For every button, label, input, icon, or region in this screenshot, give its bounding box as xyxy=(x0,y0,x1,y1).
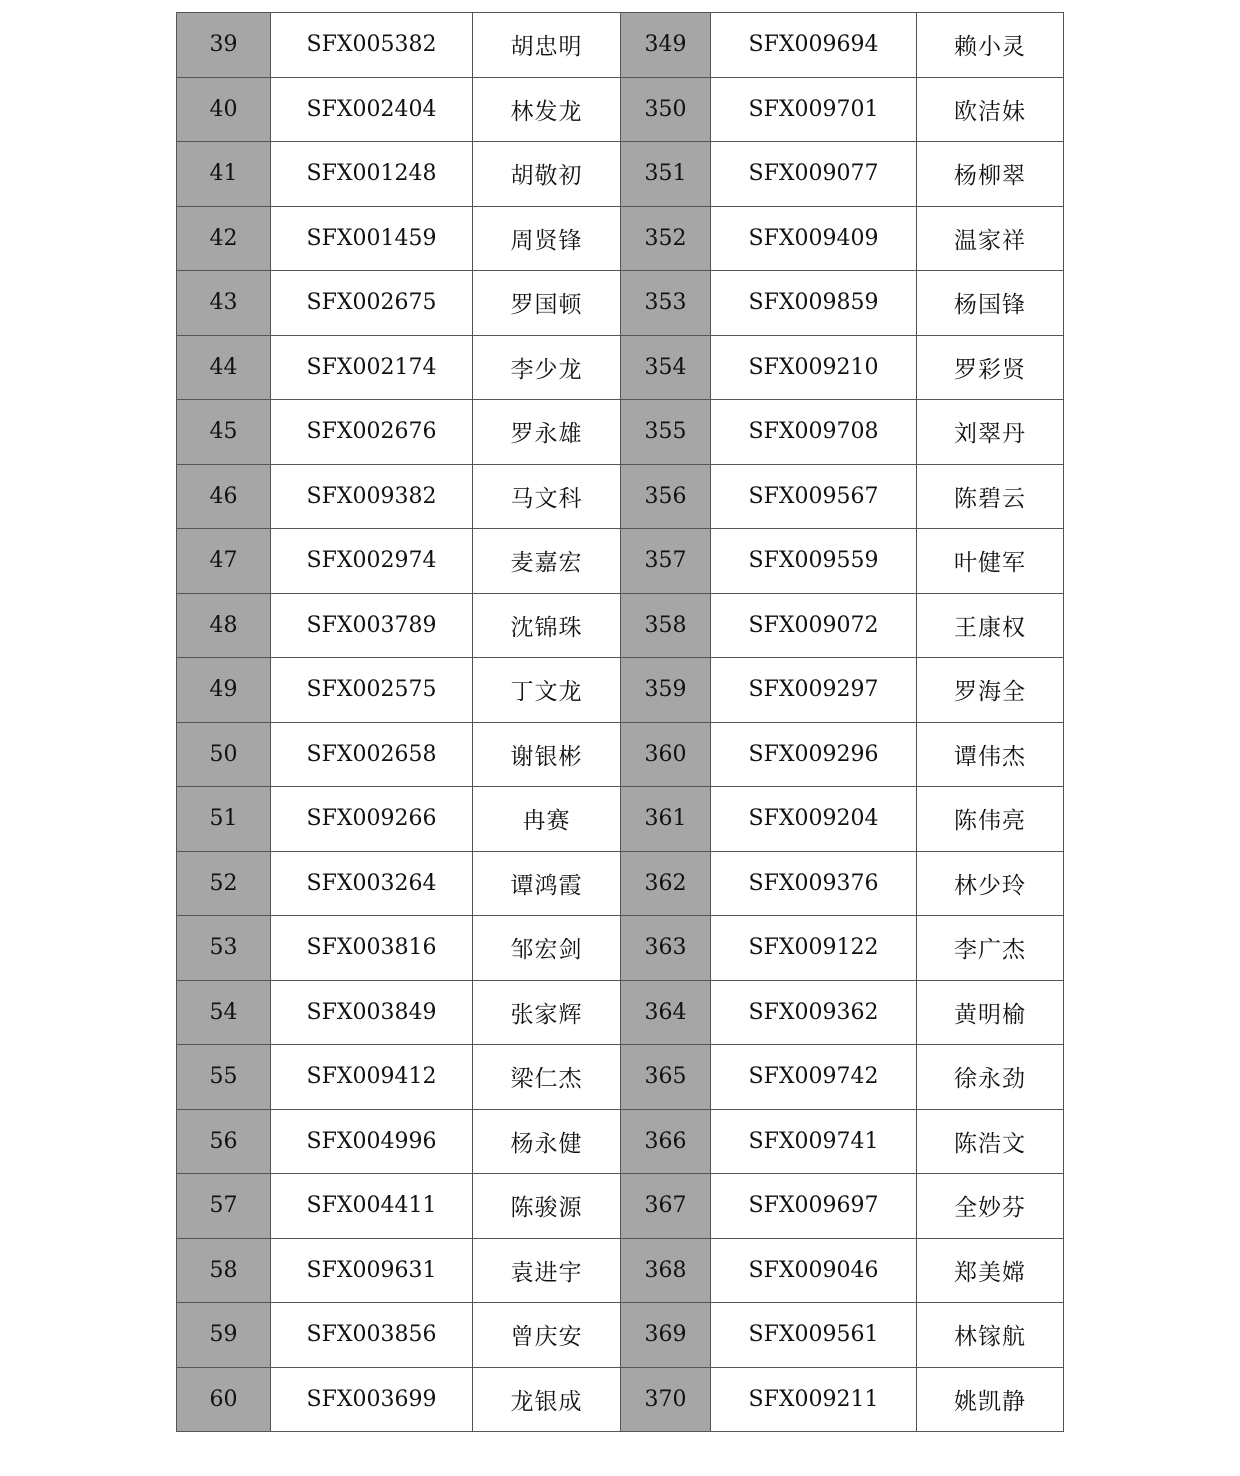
left-index-cell: 40 xyxy=(177,77,271,142)
left-code-cell: SFX009631 xyxy=(271,1238,473,1303)
table-row xyxy=(177,13,1064,78)
right-code-cell: SFX009741 xyxy=(711,1109,917,1174)
right-index-cell: 365 xyxy=(621,1045,711,1110)
right-code-cell: SFX009297 xyxy=(711,658,917,723)
right-index-cell: 367 xyxy=(621,1174,711,1239)
right-name-cell: 罗彩贤 xyxy=(917,335,1064,400)
table-row xyxy=(177,980,1064,1045)
left-index-cell: 43 xyxy=(177,271,271,336)
left-code-cell: SFX009412 xyxy=(271,1045,473,1110)
left-code-cell: SFX002575 xyxy=(271,658,473,723)
left-index-cell: 46 xyxy=(177,464,271,529)
right-name-cell: 陈碧云 xyxy=(917,464,1064,529)
table-row xyxy=(177,1045,1064,1110)
right-name-cell: 赖小灵 xyxy=(917,13,1064,78)
left-name-cell: 梁仁杰 xyxy=(473,1045,621,1110)
table-row xyxy=(177,464,1064,529)
right-index-cell: 369 xyxy=(621,1303,711,1368)
table-row xyxy=(177,529,1064,594)
right-index-cell: 361 xyxy=(621,787,711,852)
left-code-cell: SFX004996 xyxy=(271,1109,473,1174)
left-code-cell: SFX004411 xyxy=(271,1174,473,1239)
left-name-cell: 李少龙 xyxy=(473,335,621,400)
left-code-cell: SFX009266 xyxy=(271,787,473,852)
left-index-cell: 60 xyxy=(177,1367,271,1432)
left-code-cell: SFX001459 xyxy=(271,206,473,271)
left-name-cell: 丁文龙 xyxy=(473,658,621,723)
left-index-cell: 48 xyxy=(177,593,271,658)
table-row xyxy=(177,400,1064,465)
right-code-cell: SFX009697 xyxy=(711,1174,917,1239)
table-row xyxy=(177,1109,1064,1174)
right-code-cell: SFX009694 xyxy=(711,13,917,78)
left-index-cell: 52 xyxy=(177,851,271,916)
left-code-cell: SFX003816 xyxy=(271,916,473,981)
left-index-cell: 51 xyxy=(177,787,271,852)
right-index-cell: 350 xyxy=(621,77,711,142)
right-code-cell: SFX009211 xyxy=(711,1367,917,1432)
right-code-cell: SFX009072 xyxy=(711,593,917,658)
table-row xyxy=(177,722,1064,787)
left-index-cell: 58 xyxy=(177,1238,271,1303)
left-code-cell: SFX003789 xyxy=(271,593,473,658)
right-index-cell: 363 xyxy=(621,916,711,981)
left-name-cell: 冉赛 xyxy=(473,787,621,852)
right-code-cell: SFX009204 xyxy=(711,787,917,852)
left-code-cell: SFX002404 xyxy=(271,77,473,142)
right-index-cell: 360 xyxy=(621,722,711,787)
left-name-cell: 周贤锋 xyxy=(473,206,621,271)
right-code-cell: SFX009122 xyxy=(711,916,917,981)
left-name-cell: 胡忠明 xyxy=(473,13,621,78)
right-name-cell: 陈浩文 xyxy=(917,1109,1064,1174)
left-code-cell: SFX002658 xyxy=(271,722,473,787)
right-index-cell: 370 xyxy=(621,1367,711,1432)
left-name-cell: 马文科 xyxy=(473,464,621,529)
left-name-cell: 杨永健 xyxy=(473,1109,621,1174)
right-name-cell: 姚凯静 xyxy=(917,1367,1064,1432)
right-index-cell: 357 xyxy=(621,529,711,594)
right-code-cell: SFX009708 xyxy=(711,400,917,465)
right-code-cell: SFX009210 xyxy=(711,335,917,400)
table-row xyxy=(177,1238,1064,1303)
left-name-cell: 曾庆安 xyxy=(473,1303,621,1368)
table-row xyxy=(177,335,1064,400)
right-name-cell: 谭伟杰 xyxy=(917,722,1064,787)
right-name-cell: 欧洁妹 xyxy=(917,77,1064,142)
right-code-cell: SFX009859 xyxy=(711,271,917,336)
right-name-cell: 叶健军 xyxy=(917,529,1064,594)
right-index-cell: 354 xyxy=(621,335,711,400)
right-name-cell: 李广杰 xyxy=(917,916,1064,981)
right-index-cell: 353 xyxy=(621,271,711,336)
right-index-cell: 366 xyxy=(621,1109,711,1174)
left-name-cell: 张家辉 xyxy=(473,980,621,1045)
right-name-cell: 王康权 xyxy=(917,593,1064,658)
right-index-cell: 364 xyxy=(621,980,711,1045)
left-name-cell: 林发龙 xyxy=(473,77,621,142)
right-name-cell: 黄明榆 xyxy=(917,980,1064,1045)
left-name-cell: 陈骏源 xyxy=(473,1174,621,1239)
right-name-cell: 陈伟亮 xyxy=(917,787,1064,852)
table-row xyxy=(177,1174,1064,1239)
left-name-cell: 谭鸿霞 xyxy=(473,851,621,916)
left-index-cell: 45 xyxy=(177,400,271,465)
right-index-cell: 351 xyxy=(621,142,711,207)
right-index-cell: 358 xyxy=(621,593,711,658)
right-index-cell: 355 xyxy=(621,400,711,465)
left-code-cell: SFX002174 xyxy=(271,335,473,400)
right-name-cell: 林少玲 xyxy=(917,851,1064,916)
left-code-cell: SFX002676 xyxy=(271,400,473,465)
left-index-cell: 41 xyxy=(177,142,271,207)
right-name-cell: 杨国锋 xyxy=(917,271,1064,336)
roster-table-body xyxy=(177,13,1064,1432)
left-index-cell: 53 xyxy=(177,916,271,981)
right-code-cell: SFX009077 xyxy=(711,142,917,207)
right-name-cell: 徐永劲 xyxy=(917,1045,1064,1110)
left-index-cell: 54 xyxy=(177,980,271,1045)
left-code-cell: SFX009382 xyxy=(271,464,473,529)
right-name-cell: 温家祥 xyxy=(917,206,1064,271)
right-code-cell: SFX009296 xyxy=(711,722,917,787)
left-index-cell: 47 xyxy=(177,529,271,594)
left-name-cell: 谢银彬 xyxy=(473,722,621,787)
left-code-cell: SFX003849 xyxy=(271,980,473,1045)
left-name-cell: 沈锦珠 xyxy=(473,593,621,658)
right-code-cell: SFX009046 xyxy=(711,1238,917,1303)
right-index-cell: 352 xyxy=(621,206,711,271)
right-code-cell: SFX009409 xyxy=(711,206,917,271)
table-row xyxy=(177,787,1064,852)
table-row xyxy=(177,916,1064,981)
right-index-cell: 362 xyxy=(621,851,711,916)
right-name-cell: 全妙芬 xyxy=(917,1174,1064,1239)
right-code-cell: SFX009559 xyxy=(711,529,917,594)
left-name-cell: 罗永雄 xyxy=(473,400,621,465)
left-code-cell: SFX005382 xyxy=(271,13,473,78)
table-row xyxy=(177,142,1064,207)
right-index-cell: 359 xyxy=(621,658,711,723)
roster-table xyxy=(176,12,1064,1432)
left-index-cell: 42 xyxy=(177,206,271,271)
left-index-cell: 50 xyxy=(177,722,271,787)
table-row xyxy=(177,593,1064,658)
right-index-cell: 356 xyxy=(621,464,711,529)
left-name-cell: 罗国顿 xyxy=(473,271,621,336)
table-row xyxy=(177,206,1064,271)
right-index-cell: 349 xyxy=(621,13,711,78)
left-index-cell: 55 xyxy=(177,1045,271,1110)
left-name-cell: 胡敬初 xyxy=(473,142,621,207)
left-name-cell: 麦嘉宏 xyxy=(473,529,621,594)
right-code-cell: SFX009561 xyxy=(711,1303,917,1368)
right-name-cell: 林镓航 xyxy=(917,1303,1064,1368)
right-name-cell: 郑美嫦 xyxy=(917,1238,1064,1303)
left-code-cell: SFX003264 xyxy=(271,851,473,916)
right-code-cell: SFX009376 xyxy=(711,851,917,916)
table-row xyxy=(177,77,1064,142)
left-name-cell: 邹宏剑 xyxy=(473,916,621,981)
left-code-cell: SFX003856 xyxy=(271,1303,473,1368)
table-row xyxy=(177,271,1064,336)
right-name-cell: 罗海全 xyxy=(917,658,1064,723)
table-row xyxy=(177,658,1064,723)
left-index-cell: 57 xyxy=(177,1174,271,1239)
right-code-cell: SFX009567 xyxy=(711,464,917,529)
table-row xyxy=(177,1367,1064,1432)
left-code-cell: SFX001248 xyxy=(271,142,473,207)
left-index-cell: 39 xyxy=(177,13,271,78)
right-name-cell: 刘翠丹 xyxy=(917,400,1064,465)
right-code-cell: SFX009362 xyxy=(711,980,917,1045)
right-code-cell: SFX009701 xyxy=(711,77,917,142)
left-name-cell: 龙银成 xyxy=(473,1367,621,1432)
left-index-cell: 56 xyxy=(177,1109,271,1174)
left-index-cell: 44 xyxy=(177,335,271,400)
table-row xyxy=(177,1303,1064,1368)
right-name-cell: 杨柳翠 xyxy=(917,142,1064,207)
right-code-cell: SFX009742 xyxy=(711,1045,917,1110)
left-code-cell: SFX002974 xyxy=(271,529,473,594)
left-code-cell: SFX003699 xyxy=(271,1367,473,1432)
table-row xyxy=(177,851,1064,916)
right-index-cell: 368 xyxy=(621,1238,711,1303)
left-name-cell: 袁进宇 xyxy=(473,1238,621,1303)
left-code-cell: SFX002675 xyxy=(271,271,473,336)
left-index-cell: 49 xyxy=(177,658,271,723)
left-index-cell: 59 xyxy=(177,1303,271,1368)
